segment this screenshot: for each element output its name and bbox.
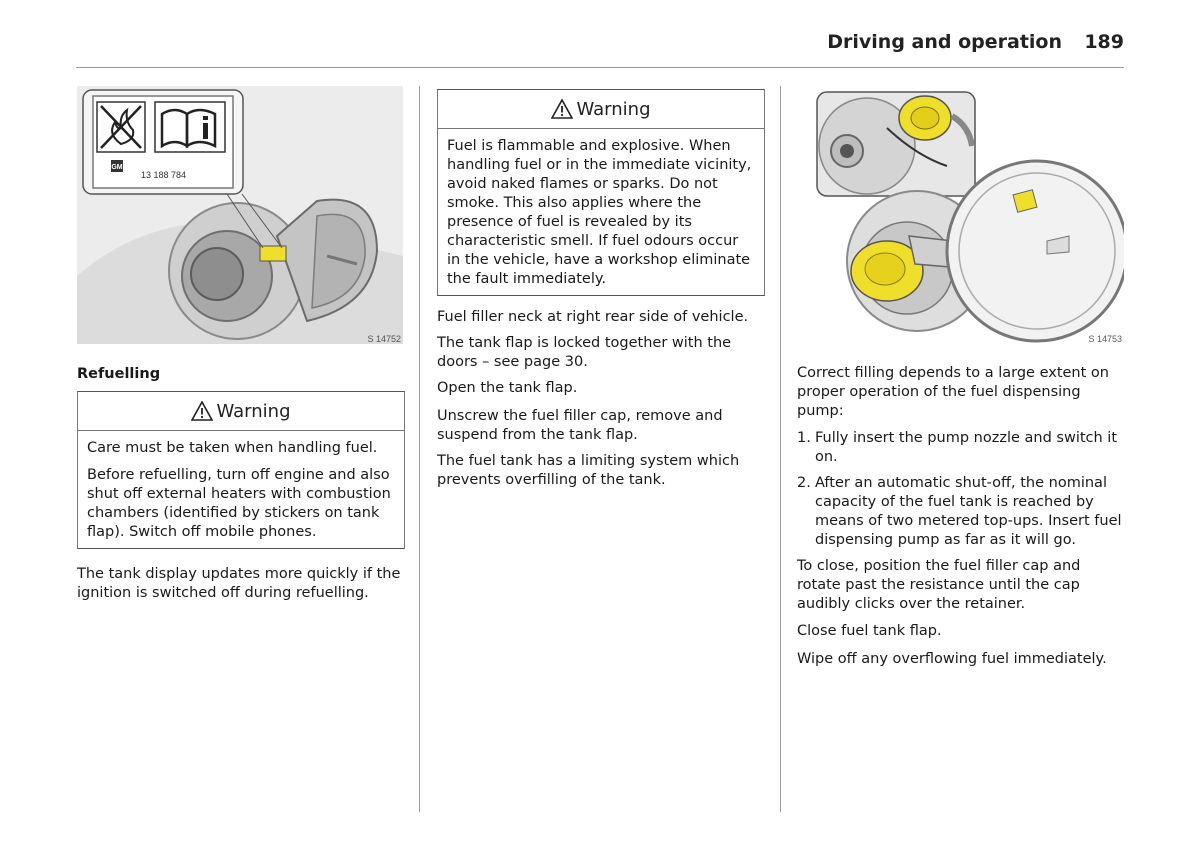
warning-triangle-icon <box>191 401 213 421</box>
body-paragraph: Fuel filler neck at right rear side of vehicle. <box>437 309 749 325</box>
right-column <box>797 86 1124 669</box>
warning-triangle-icon <box>551 99 573 119</box>
sticker-part-number: 13 188 784 <box>141 170 187 180</box>
body-paragraph: To close, position the fuel filler cap and rotate past the resistance until the cap audibly clicks over the retainer. <box>797 558 1081 612</box>
header-rule <box>76 67 1124 68</box>
warning-box-refuelling <box>77 391 405 549</box>
fuel-cap-illustration <box>797 86 1124 344</box>
list-item-text: After an automatic shut-off, the nominal capacity of the fuel tank is reached by means of two metered top-ups. Insert fuel dispensing pump as far as it will go. <box>815 475 1122 548</box>
list-item <box>797 429 1124 467</box>
body-paragraph: The tank flap is locked together with the doors – see page 30. <box>437 335 732 370</box>
warning-header <box>78 392 404 431</box>
filling-steps-list <box>797 429 1124 550</box>
warning-sticker <box>260 246 286 261</box>
body-paragraph: Open the tank flap. <box>437 380 578 396</box>
warning-title: Warning <box>576 98 651 120</box>
warning-header <box>438 90 764 129</box>
middle-column <box>437 86 763 490</box>
warning-paragraph: Care must be taken when handling fuel. <box>87 440 378 456</box>
body-paragraph: Unscrew the fuel filler cap, remove and suspend from the tank flap. <box>437 408 723 443</box>
fuel-flap-illustration <box>77 86 403 344</box>
figure-code: S 14752 <box>367 334 401 344</box>
warning-body <box>438 129 764 295</box>
list-item <box>797 474 1124 550</box>
body-paragraph: Correct filling depends to a large extent on proper operation of the fuel dispensing pump: <box>797 365 1109 419</box>
column-divider-right <box>780 86 781 812</box>
section-heading-refuelling: Refuelling <box>77 366 161 382</box>
list-item-number: 2. <box>797 475 811 491</box>
warning-paragraph: Before refuelling, turn off engine and also shut off external heaters with combustion chambers (identified by stickers on tank flap). Switch off mobile phones. <box>87 467 391 540</box>
body-paragraph: The fuel tank has a limiting system which prevents overfilling of the tank. <box>437 453 740 488</box>
fuel-cap-figure <box>797 86 1124 344</box>
figure-code: S 14753 <box>1088 334 1122 344</box>
page-header <box>76 30 1124 70</box>
page-title: Driving and operation <box>827 31 1062 53</box>
warning-box-fuel-flammable <box>437 89 765 296</box>
warning-paragraph: Fuel is flammable and explosive. When handling fuel or in the immediate vicinity, avoid naked flames or sparks. Do not smoke. This also applies where the presence of fuel is revealed by its characteristic smell. If fuel odours occur in the vehicle, have a workshop eliminate the fault immediately. <box>447 138 752 287</box>
left-column <box>77 86 403 603</box>
warning-title: Warning <box>216 400 291 422</box>
list-item-number: 1. <box>797 430 811 446</box>
column-divider-left <box>419 86 420 812</box>
page-number: 189 <box>1084 31 1124 53</box>
tank-flap-icon <box>947 161 1124 341</box>
fuel-flap-sticker-figure <box>77 86 403 344</box>
body-paragraph: Close fuel tank flap. <box>797 623 942 639</box>
gm-logo-text: GM <box>111 164 123 171</box>
body-paragraph: The tank display updates more quickly if the ignition is switched off during refuelling. <box>77 566 401 601</box>
list-item-text: Fully insert the pump nozzle and switch it on. <box>815 430 1118 465</box>
warning-body <box>78 431 404 548</box>
body-paragraph: Wipe off any overflowing fuel immediately. <box>797 651 1107 667</box>
